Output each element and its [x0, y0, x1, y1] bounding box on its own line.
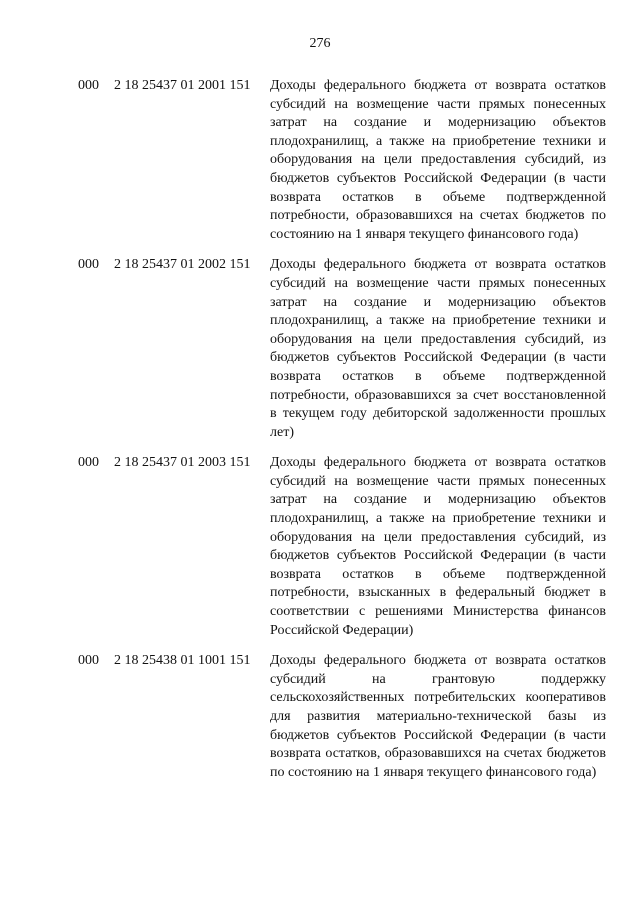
table-row	[78, 256, 608, 442]
income-code-cell: 2 18 25437 01 2003 151	[114, 455, 251, 471]
admin-code-cell: 000	[78, 455, 99, 471]
page-number: 276	[309, 36, 331, 51]
income-code-cell: 2 18 25437 01 2002 151	[114, 257, 251, 273]
table-row	[78, 454, 608, 640]
income-code-cell: 2 18 25438 01 1001 151	[114, 653, 251, 669]
description-cell: Доходы федерального бюджета от возврата остатков субсидий на возмещение части прямых понесенных затрат на создание и модернизацию объектов плодохранилищ, а также на приобретение техники и оборудования на цели предоставления субсидий, из бюджетов субъектов Российской Федерации (в части возврата остатков в объеме подтвержденной потребности, взысканных в федеральный бюджет в соответствии с решениями Министерства финансов Российской Федерации)	[270, 455, 606, 638]
income-code-cell: 2 18 25437 01 2001 151	[114, 78, 251, 93]
table-row	[78, 77, 608, 244]
admin-code-cell: 000	[78, 78, 99, 93]
budget-codes-table	[78, 77, 608, 794]
admin-code-cell: 000	[78, 653, 99, 669]
description-cell: Доходы федерального бюджета от возврата остатков субсидий на возмещение части прямых понесенных затрат на создание и модернизацию объектов плодохранилищ, а также на приобретение техники и оборудования на цели предоставления субсидий, из бюджетов субъектов Российской Федерации (в части возврата остатков в объеме подтвержденной потребности, образовавшихся за счет восстановленной в текущем году дебиторской задолженности прошлых лет)	[270, 257, 606, 440]
description-cell: Доходы федерального бюджета от возврата остатков субсидий на возмещение части прямых понесенных затрат на создание и модернизацию объектов плодохранилищ, а также на приобретение техники и оборудования на цели предоставления субсидий, из бюджетов субъектов Российской Федерации (в части возврата остатков в объеме подтвержденной потребности, образовавшихся на счетах бюджетов по состоянию на 1 января текущего финансового года)	[270, 78, 606, 242]
table-row	[78, 652, 608, 782]
description-cell: Доходы федерального бюджета от возврата остатков субсидий на грантовую поддержку сельскохозяйственных потребительских кооперативов для развития материально-технической базы из бюджетов субъектов Российской Федерации (в части возврата остатков, образовавшихся на счетах бюджетов по состоянию на 1 января текущего финансового года)	[270, 653, 606, 780]
admin-code-cell: 000	[78, 257, 99, 273]
